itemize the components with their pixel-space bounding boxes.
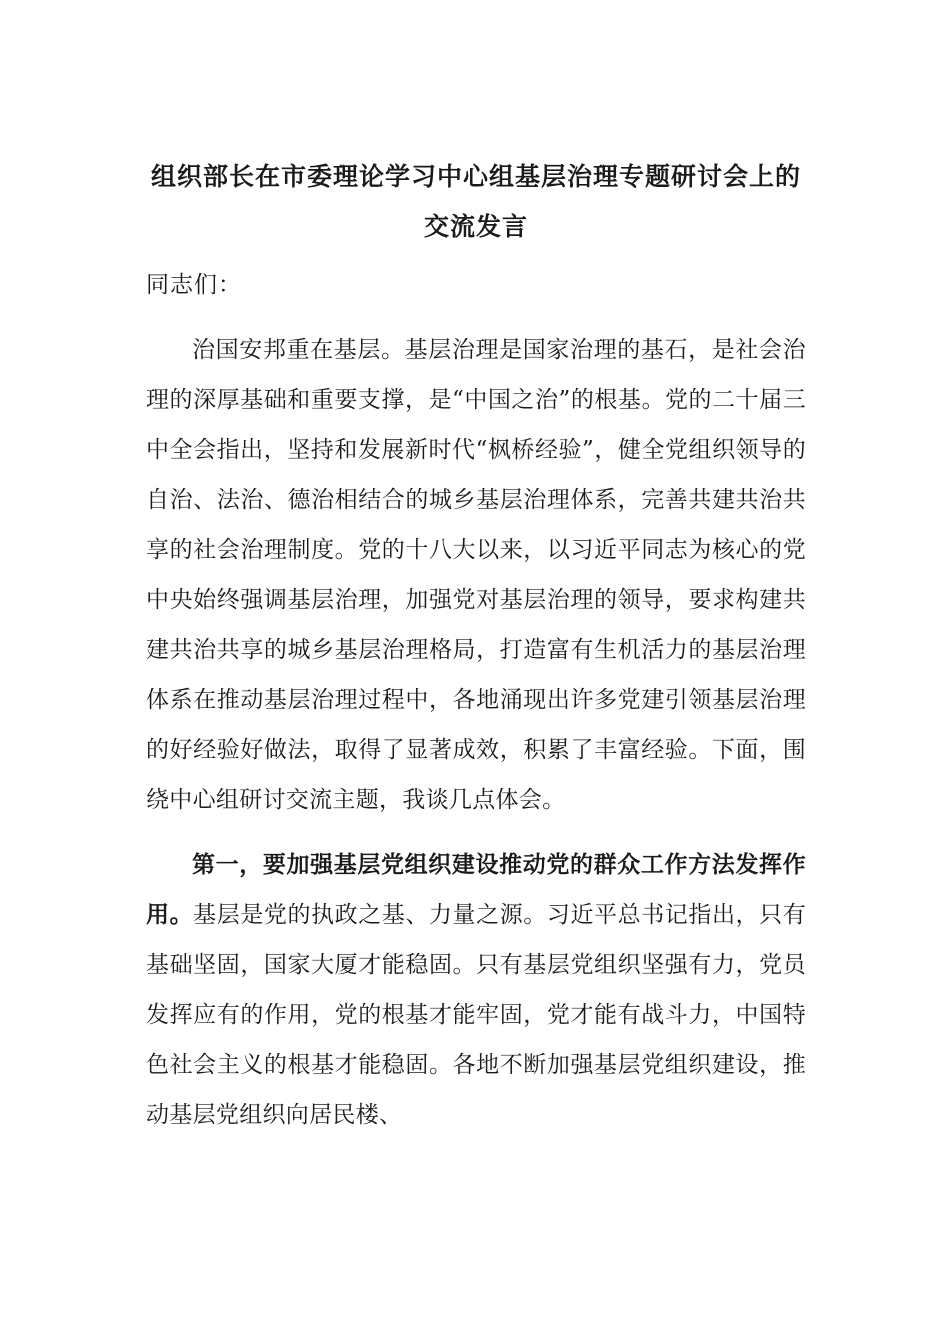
title-line-1: 组织部长在市委理论学习中心组基层治理专题研讨会上的: [150, 162, 801, 191]
title-line-2: 交流发言: [423, 212, 528, 241]
paragraph-point-one-text: 基层是党的执政之基、力量之源。习近平总书记指出，只有基础坚固，国家大厦才能稳固。只有基层党组织坚强有力，党员发挥应有的作用，党的根基才能牢固，党才能有战斗力，中国特色社会主义的根基才能稳固。各地不断加强基层党组织建设，推动基层党组织向居民楼、: [146, 902, 806, 1128]
document-page: [146, 152, 806, 1140]
paragraph-intro-text: 治国安邦重在基层。基层治理是国家治理的基石，是社会治理的深厚基础和重要支撑，是“中国之治”的根基。党的二十届三中全会指出，坚持和发展新时代“枫桥经验”，健全党组织领导的自治、法治、德治相结合的城乡基层治理体系，完善共建共治共享的社会治理制度。党的十八大以来，以习近平同志为核心的党中央始终强调基层治理，加强党对基层治理的领导，要求构建共建共治共享的城乡基层治理格局，打造富有生机活力的基层治理体系在推动基层治理过程中，各地涌现出许多党建引领基层治理的好经验好做法，取得了显著成效，积累了丰富经验。下面，围绕中心组研讨交流主题，我谈几点体会。: [146, 337, 806, 813]
greeting: 同志们：: [146, 272, 242, 298]
paragraph-point-one-heading: 第一，要加强基层党组织建设推动党的群众工作方法发挥作用。: [146, 852, 806, 928]
paragraph-point-one: [146, 840, 806, 1140]
document-title: [146, 152, 806, 252]
paragraph-intro: [146, 325, 806, 825]
